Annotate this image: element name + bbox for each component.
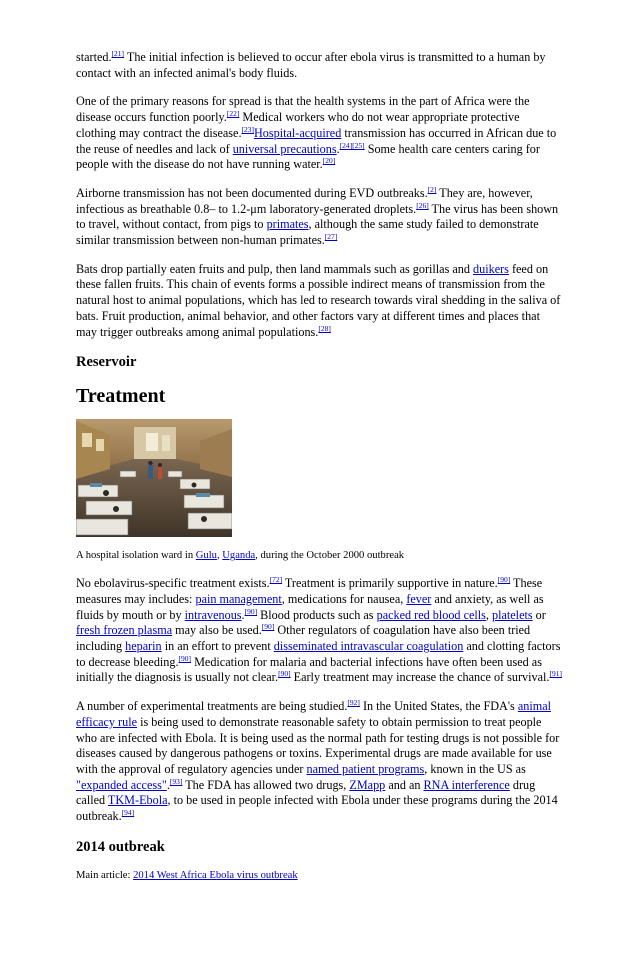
citation-link[interactable]: [23] bbox=[241, 124, 254, 134]
link-rna-interference[interactable]: RNA interference bbox=[423, 777, 510, 792]
citation[interactable] bbox=[242, 125, 255, 134]
text: No ebolavirus-specific treatment exists. bbox=[76, 576, 270, 591]
text: , to be used in people infected with Ebola under these programs during the 2014 outbreak. bbox=[76, 793, 558, 824]
citation[interactable] bbox=[278, 669, 291, 678]
link-animal-efficacy-rule[interactable]: animal efficacy rule bbox=[76, 699, 552, 729]
citation-link[interactable]: [27] bbox=[324, 232, 338, 242]
citation[interactable] bbox=[170, 777, 183, 786]
citation[interactable] bbox=[340, 141, 365, 150]
text: started. bbox=[76, 50, 112, 64]
citation[interactable] bbox=[262, 622, 275, 631]
citation-link[interactable]: [20] bbox=[322, 156, 336, 166]
citation-link[interactable]: [72] bbox=[269, 575, 283, 585]
text: and an bbox=[385, 777, 424, 792]
hospital-ward-photo bbox=[76, 419, 232, 537]
heading-treatment: Treatment bbox=[76, 385, 166, 408]
paragraph-bats bbox=[76, 262, 562, 341]
heading-2014-outbreak: 2014 outbreak bbox=[76, 838, 165, 855]
citation-link[interactable]: [22] bbox=[226, 109, 240, 119]
text: Some health care centers caring for people with the disease do not have running water. bbox=[76, 141, 540, 172]
text: or bbox=[532, 607, 546, 622]
text: , during the October 2000 outbreak bbox=[255, 550, 405, 562]
text: transmission has occurred in African due to the reuse of needles and lack of bbox=[76, 125, 557, 156]
text: In the United States, the FDA's bbox=[359, 699, 518, 714]
citation[interactable] bbox=[416, 201, 429, 210]
link-primates[interactable]: primates bbox=[266, 217, 309, 232]
citation[interactable] bbox=[179, 654, 192, 663]
paragraph-treatment-supportive bbox=[76, 576, 562, 686]
text: Other regulators of coagulation have also been tried including bbox=[76, 623, 531, 654]
text: Medical workers who do not wear appropriate protective clothing may contract the disease. bbox=[76, 110, 520, 140]
link-2014-west-africa-ebola-outbreak[interactable]: 2014 West Africa Ebola virus outbreak bbox=[133, 869, 298, 881]
citation-link[interactable]: [94] bbox=[121, 808, 135, 818]
citation[interactable] bbox=[347, 698, 360, 707]
link-heparin[interactable]: heparin bbox=[125, 639, 162, 654]
text: A number of experimental treatments are being studied. bbox=[76, 699, 348, 714]
citation-link[interactable]: [26] bbox=[416, 200, 429, 210]
text: , known in the US as bbox=[424, 761, 526, 776]
text: . bbox=[336, 141, 340, 156]
text: The FDA has allowed two drugs, bbox=[182, 777, 350, 792]
text: and anxiety, as well as fluids by mouth or by bbox=[76, 591, 544, 622]
citation[interactable] bbox=[227, 109, 240, 118]
text: , although the same study failed to demonstrate similar transmission between non-human primates. bbox=[76, 217, 539, 248]
link-universal-precautions[interactable]: universal precautions bbox=[232, 141, 337, 156]
link-hospital-acquired[interactable]: Hospital-acquired bbox=[254, 125, 342, 140]
link-packed-red-blood-cells[interactable]: packed red blood cells bbox=[376, 607, 486, 622]
text: The initial infection is believed to occur after ebola virus is transmitted to a human by contact with an infected animal's body fluids. bbox=[76, 50, 546, 80]
link-expanded-access[interactable]: "expanded access" bbox=[76, 777, 167, 792]
text: One of the primary reasons for spread is that the health systems in the part of Africa were the disease occurs function poorly. bbox=[76, 94, 530, 125]
text: and clotting factors to decrease bleeding. bbox=[76, 639, 561, 669]
text: Airborne transmission has not been documented during EVD outbreaks. bbox=[76, 185, 428, 200]
citation[interactable] bbox=[270, 575, 283, 584]
link-duikers[interactable]: duikers bbox=[473, 261, 509, 276]
text: Blood products such as bbox=[257, 607, 377, 622]
text: , bbox=[216, 550, 223, 562]
paragraph-spread bbox=[76, 94, 562, 173]
citation-link[interactable]: [91] bbox=[549, 669, 562, 679]
article-content bbox=[76, 50, 562, 883]
citation[interactable] bbox=[323, 156, 336, 165]
main-article-hatnote bbox=[76, 869, 562, 883]
text: . bbox=[166, 777, 170, 792]
heading-reservoir: Reservoir bbox=[76, 354, 137, 371]
text: A hospital isolation ward in bbox=[76, 550, 196, 562]
link-pain-management[interactable]: pain management bbox=[195, 591, 282, 606]
citation-link[interactable]: [90] bbox=[261, 622, 275, 632]
citation[interactable] bbox=[318, 324, 331, 333]
citation[interactable] bbox=[112, 49, 125, 58]
link-zmapp[interactable]: ZMapp bbox=[349, 777, 386, 792]
text: Medication for malaria and bacterial infections have often been used as initially the diagnosis is usually not clear. bbox=[76, 654, 542, 685]
citation-link[interactable]: [2] bbox=[427, 184, 437, 194]
text: may also be used. bbox=[172, 623, 262, 638]
paragraph-transmission-intro bbox=[76, 50, 562, 81]
citation-link[interactable]: [90] bbox=[178, 653, 192, 663]
text: . bbox=[241, 607, 245, 622]
citation-link[interactable]: [90] bbox=[497, 575, 511, 585]
link-fever[interactable]: fever bbox=[406, 591, 432, 606]
text: Treatment is primarily supportive in nature. bbox=[282, 576, 498, 591]
citation[interactable] bbox=[122, 808, 135, 817]
text: Bats drop partially eaten fruits and pulp, then land mammals such as gorillas and bbox=[76, 261, 474, 276]
text: They are, however, infectious as breathable 0.8– to 1.2-μm laboratory-generated droplets. bbox=[76, 185, 533, 216]
citation[interactable] bbox=[549, 669, 562, 678]
citation[interactable] bbox=[498, 575, 511, 584]
link-platelets[interactable]: platelets bbox=[492, 607, 533, 622]
citation-link[interactable]: [90] bbox=[244, 606, 258, 616]
citation-link[interactable]: [92] bbox=[347, 698, 360, 708]
link-gulu[interactable]: Gulu bbox=[195, 550, 217, 562]
text: drug called bbox=[76, 777, 536, 808]
hospital-ward-image bbox=[76, 419, 232, 537]
citation-link[interactable]: [21] bbox=[111, 49, 125, 58]
link-uganda[interactable]: Uganda bbox=[222, 550, 256, 562]
citation-link[interactable]: [28] bbox=[318, 323, 331, 333]
main-article-label: Main article: bbox=[76, 869, 134, 881]
citation[interactable] bbox=[325, 232, 338, 241]
citation-link[interactable]: [90] bbox=[278, 669, 291, 679]
text: is being used to demonstrate reasonable safety to obtain permission to treat people who are infected with Ebola. It is being used as the normal path for testing drugs is not possible for diseases caused by dangerous pathogens or toxins. Experimental drugs are made available for use with the approval of regulatory agencies under bbox=[76, 714, 560, 776]
link-fresh-frozen-plasma[interactable]: fresh frozen plasma bbox=[76, 623, 173, 638]
text: Early treatment may increase the chance of survival. bbox=[290, 670, 550, 685]
text: , medications for nausea, bbox=[281, 591, 407, 606]
paragraph-experimental-treatments bbox=[76, 699, 562, 825]
figure-caption bbox=[76, 549, 562, 563]
text: , bbox=[485, 607, 492, 622]
citation-link[interactable]: [24][25] bbox=[339, 140, 365, 150]
link-named-patient-programs[interactable]: named patient programs bbox=[306, 761, 425, 776]
citation[interactable] bbox=[245, 607, 258, 616]
paragraph-airborne bbox=[76, 186, 562, 249]
citation-link[interactable]: [93] bbox=[169, 776, 183, 786]
text: feed on these fallen fruits. This chain of events forms a possible indirect means of transmission from the natural host to animal populations, which has led to research towards viral shedding in the saliva of bats. Fruit production, animal behavior, and other factors vary at different times and places that may trigger outbreaks among animal populations. bbox=[76, 261, 561, 339]
text: These measures may includes: bbox=[76, 576, 543, 606]
link-intravenous[interactable]: intravenous bbox=[184, 607, 242, 622]
text: The virus has been shown to travel, without contact, from pigs to bbox=[76, 201, 559, 232]
text: in an effort to prevent bbox=[161, 639, 274, 654]
link-tkm-ebola[interactable]: TKM-Ebola bbox=[107, 793, 168, 808]
link-disseminated-intravascular-coagulation[interactable]: disseminated intravascular coagulation bbox=[273, 639, 464, 654]
